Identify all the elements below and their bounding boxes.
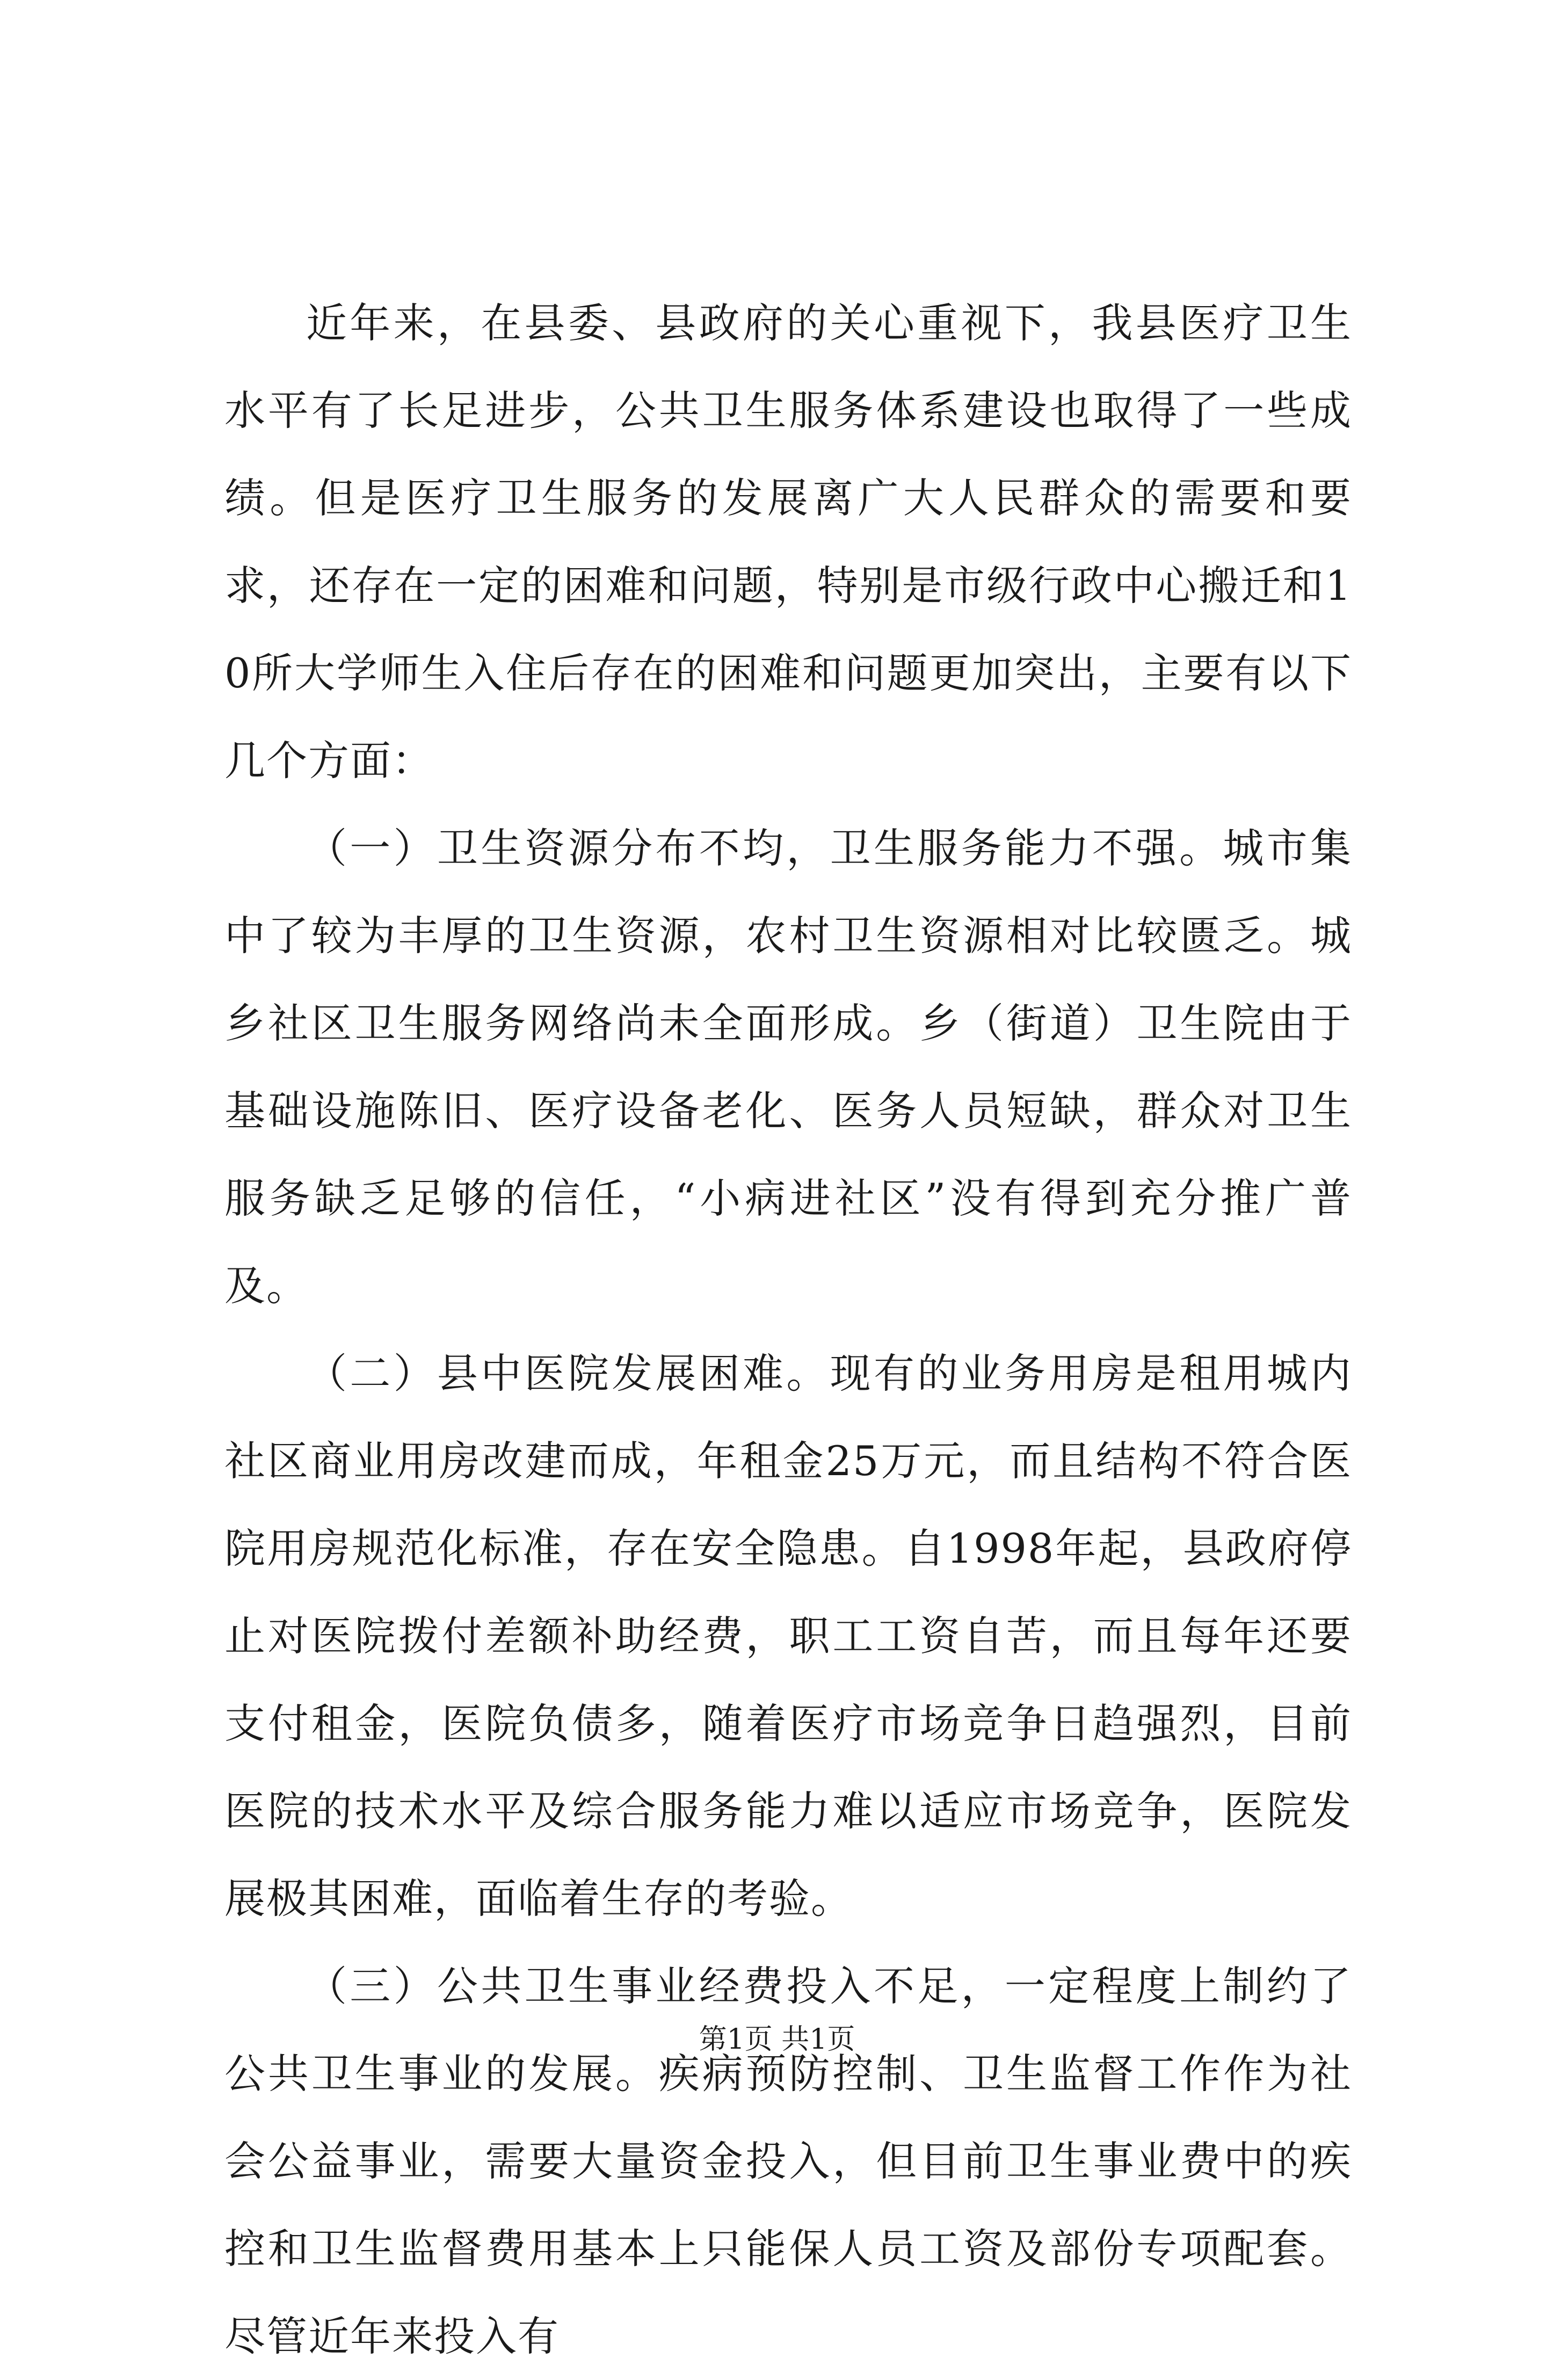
paragraph-intro: 近年来，在县委、县政府的关心重视下，我县医疗卫生水平有了长足进步，公共卫生服务体系建设也取得了一些成绩。但是医疗卫生服务的发展离广大人民群众的需要和要求，还存在一定的困难和问题，特别是市级行政中心搬迁和10所大学师生入住后存在的困难和问题更加突出，主要有以下几个方面： — [224, 299, 1352, 785]
paragraph-section-3: （三）公共卫生事业经费投入不足，一定程度上制约了公共卫生事业的发展。疾病预防控制、卫生监督工作作为社会公益事业，需要大量资金投入，但目前卫生事业费中的疾控和卫生监督费用基本上只能保人员工资及部份专项配套。尽管近年来投入有 — [224, 1962, 1352, 2360]
page-number-footer: 第1页 共1页 — [699, 2023, 855, 2056]
document-body — [224, 279, 1352, 2380]
paragraph-section-1: （一）卫生资源分布不均，卫生服务能力不强。城市集中了较为丰厚的卫生资源，农村卫生资源相对比较匮乏。城乡社区卫生服务网络尚未全面形成。乡（街道）卫生院由于基础设施陈旧、医疗设备老化、医务人员短缺，群众对卫生服务缺乏足够的信任，“小病进社区”没有得到充分推广普及。 — [224, 824, 1352, 1310]
paragraph-section-2: （二）县中医院发展困难。现有的业务用房是租用城内社区商业用房改建而成，年租金25万元，而且结构不符合医院用房规范化标准，存在安全隐患。自1998年起，县政府停止对医院拨付差额补助经费，职工工资自苦，而且每年还要支付租金，医院负债多，随着医疗市场竞争日趋强烈，目前医院的技术水平及综合服务能力难以适应市场竞争，医院发展极其困难，面临着生存的考验。 — [224, 1349, 1352, 1922]
